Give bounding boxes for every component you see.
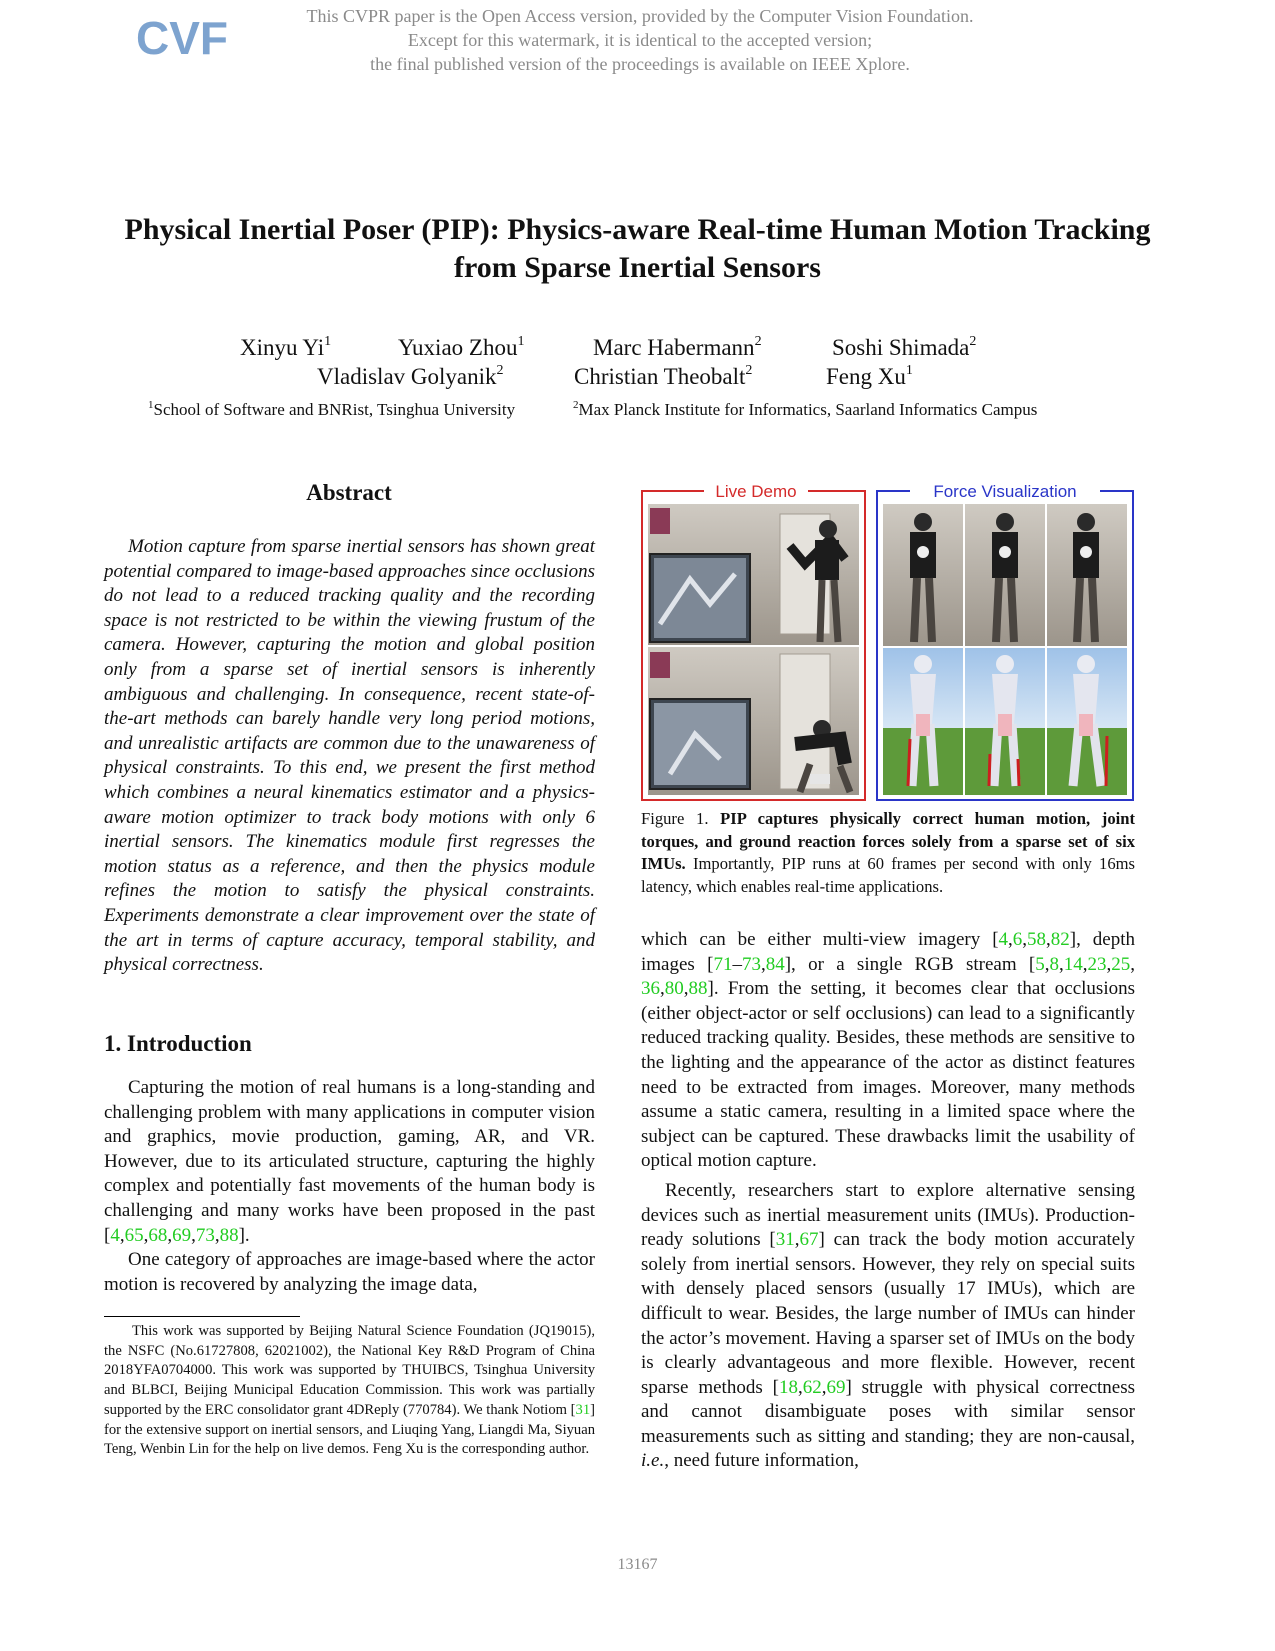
citation-link[interactable]: 65 xyxy=(124,1224,144,1246)
watermark-line-2: Except for this watermark, it is identical to the accepted version; xyxy=(407,30,873,50)
intro-paragraph-2: One category of approaches are image-based where the actor motion is recovered by analyzing the image data, xyxy=(104,1249,595,1295)
citation-link[interactable]: 69 xyxy=(172,1224,192,1246)
watermark-line-1: This CVPR paper is the Open Access version, provided by the Computer Vision Foundation. xyxy=(306,6,974,26)
live-demo-label: Live Demo xyxy=(715,482,797,501)
citation-link[interactable]: 14 xyxy=(1063,953,1083,975)
citation-link[interactable]: 6 xyxy=(1012,929,1023,950)
citation-link[interactable]: 5 xyxy=(1035,953,1045,975)
citation-link[interactable]: 68 xyxy=(148,1224,168,1246)
author: Yuxiao Zhou$^1$ xyxy=(398,334,525,360)
author: Soshi Shimada$^2$ xyxy=(832,334,977,360)
caption-bold: PIP captures physically correct human motion, joint torques, and ground reaction forces solely from a sparse set of six IMUs. xyxy=(641,809,1135,874)
force-avatars-row xyxy=(883,648,1127,795)
live-demo-photo-bottom xyxy=(648,647,859,795)
cvf-logo-text: CVF xyxy=(136,12,228,64)
citation-link[interactable]: 67 xyxy=(799,1229,819,1251)
live-demo-photo-top xyxy=(648,504,859,645)
author: Christian Theobalt$^2$ xyxy=(574,363,753,389)
cvf-logo xyxy=(136,10,232,72)
abstract-heading: Abstract xyxy=(306,480,392,505)
footnote-rule xyxy=(104,1316,300,1317)
force-visualization-label: Force Visualization xyxy=(933,482,1077,501)
citation-link[interactable]: 31 xyxy=(775,1229,795,1251)
citation-link[interactable]: 23 xyxy=(1087,953,1107,975)
open-access-watermark xyxy=(250,4,1030,76)
figure-1-caption xyxy=(641,808,1135,898)
citation-link[interactable]: 58 xyxy=(1027,929,1047,950)
citation-link[interactable]: 4 xyxy=(110,1224,120,1246)
caption-label: Figure 1. xyxy=(641,809,709,828)
citation-link[interactable]: 80 xyxy=(664,978,684,1000)
footnote: This work was supported by Beijing Natural Science Foundation (JQ19015), the NSFC (No.61727808, 62021002), the National Key R&D Program of China 2018YFA0704000. This work was supported by THUIBCS, Tsinghua University and BLBCI, Beijing Municipal Education Commission. This work was partially supported by the ERC consolidator grant 4DReply (770784). We thank Notiom [31] for the extensive support on inertial sensors, and Liuqing Yang, Liangdi Ma, Siyuan Teng, Wenbin Lin for the help on live demos. Feng Xu is the corresponding author. xyxy=(104,1323,595,1458)
citation-link[interactable]: 88 xyxy=(219,1224,239,1246)
abstract-text xyxy=(104,535,595,978)
citation-link[interactable]: 82 xyxy=(1050,929,1070,950)
caption-rest: Importantly, PIP runs at 60 frames per second with only 16ms latency, which enables real-time applications. xyxy=(641,854,1135,896)
affiliation: $^1$School of Software and BNRist, Tsinghua University xyxy=(148,399,516,419)
citation-link[interactable]: 8 xyxy=(1049,953,1059,975)
citation-link[interactable]: 73 xyxy=(195,1224,215,1246)
affiliation: $^2$Max Planck Institute for Informatics, Saarland Informatics Campus xyxy=(573,399,1038,419)
section-heading-introduction: 1. Introduction xyxy=(104,1031,252,1056)
intro-paragraph-1: Capturing the motion of real humans is a long-standing and challenging problem with many applications in computer vision and graphics, movie production, gaming, AR, and VR. However, due to its articulated structure, capturing the highly complex and potentially fast movements of the human body is challenging and many works have been proposed in the past [4,65,68,69,73,88]. xyxy=(104,1077,595,1246)
author: Feng Xu$^1$ xyxy=(826,363,913,389)
citation-link[interactable]: 18 xyxy=(778,1376,798,1398)
citation-link[interactable]: 73 xyxy=(741,953,761,975)
author: Vladislav Golyanik$^2$ xyxy=(317,363,504,389)
citation-link[interactable]: 36 xyxy=(641,978,660,1000)
title-line-2: from Sparse Inertial Sensors xyxy=(454,251,821,284)
citation-link[interactable]: 88 xyxy=(688,978,708,1000)
right-paragraph-2: Recently, researchers start to explore alternative sensing devices such as inertial measurement units (IMUs). Production-ready solutions [31,67] can track the body motion accurately solely from inertial sensors. However, they rely on special suits with densely placed sensors (usually 17 IMUs), which are difficult to wear. Besides, the large number of IMUs can hinder the actor’s movement. Having a sparser set of IMUs on the body is clearly advantageous and more flexible. However, recent sparse methods [18,62,69] struggle with physical correctness and cannot disambiguate poses with similar sensor measurements such as sitting and standing; they are non-causal, i.e., need future information, xyxy=(641,1179,1135,1472)
citation-link[interactable]: 69 xyxy=(826,1376,846,1398)
citation-link[interactable]: 62 xyxy=(802,1376,822,1398)
right-paragraph-1: which can be either multi-view imagery [4,6,58,82], depth images [71–73,84], or a single RGB stream [5,8,14,23,25, 36,80,88]. From the setting, it becomes clear that occlusions (either object-actor or self occlusions) can lead to a significantly reduced tracking quality. Besides, these methods are sensitive to the lighting and the appearance of the actor as distinct features need to be extracted from images. Moreover, many methods assume a static camera, resulting in a limited space where the subject can be captured. These drawbacks limit the usability of optical motion capture. xyxy=(641,929,1136,1172)
watermark-line-3: the final published version of the proceedings is available on IEEE Xplore. xyxy=(370,54,910,74)
right-column-text xyxy=(641,928,1135,1474)
abstract-paragraph: Motion capture from sparse inertial sensors has shown great potential compared to image-based approaches since occlusions do not lead to a reduced tracking quality and the recording space is not restricted to be within the viewing frustum of the camera. However, capturing the motion and global position only from a sparse set of inertial sensors is inherently ambiguous and challenging. In consequence, recent state-of-the-art methods can barely handle very long period motions, and unrealistic artifacts are common due to the unawareness of physical constraints. To this end, we present the first method which combines a neural kinematics estimator and a physics-aware motion optimizer to track body motions with only 6 inertial sensors. The kinematics module first regresses the motion status as a reference, and then the physics module refines the motion to satisfy the physical constraints. Experiments demonstrate a clear improvement over the state of the art in terms of capture accuracy, temporal stability, and physical correctness. xyxy=(104,536,595,976)
citation-link[interactable]: 4 xyxy=(998,929,1009,950)
citation-link[interactable]: 31 xyxy=(575,1401,591,1418)
citation-link[interactable]: 84 xyxy=(765,953,785,975)
page-number: 13167 xyxy=(617,1556,658,1573)
paper-title xyxy=(60,211,1215,287)
author: Xinyu Yi$^1$ xyxy=(240,334,332,360)
citation-link[interactable]: 71 xyxy=(713,953,733,975)
force-photos-row xyxy=(883,504,1127,646)
author: Marc Habermann$^2$ xyxy=(593,334,762,360)
title-line-1: Physical Inertial Poser (PIP): Physics-aware Real-time Human Motion Tracking xyxy=(124,213,1151,246)
introduction-text xyxy=(104,1076,595,1297)
citation-link[interactable]: 25 xyxy=(1111,953,1131,975)
figure-1 xyxy=(640,474,1135,804)
